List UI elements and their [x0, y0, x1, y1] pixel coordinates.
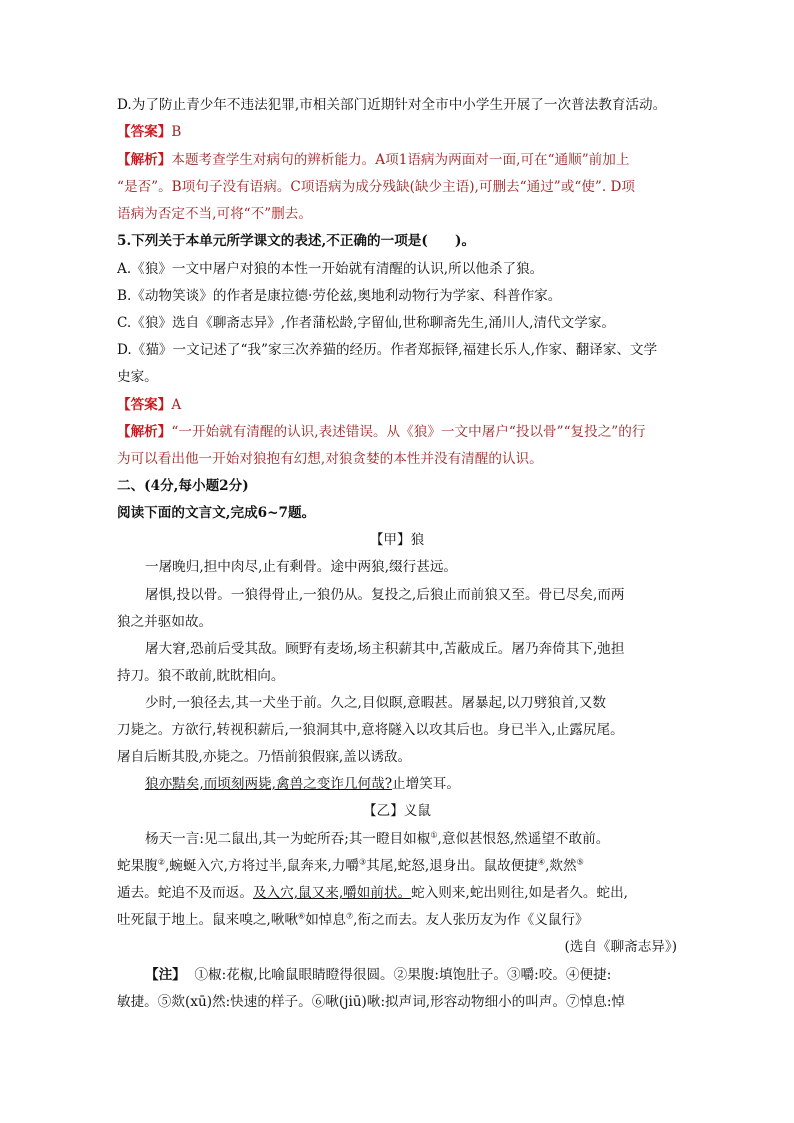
answer-value: A	[171, 397, 182, 413]
text: 遁去。蛇追不及而返。	[117, 885, 253, 901]
footnote-marker: ①	[430, 830, 438, 840]
answer-tag: 【答案】	[117, 124, 172, 140]
passage-yi-title: 【乙】义鼠	[363, 803, 431, 819]
q5-option-b: B.《动物笑谈》的作者是康拉德·劳伦兹,奥地利动物行为学家、科普作家。	[117, 288, 562, 304]
passage-jia-paragraph-5	[145, 774, 460, 794]
footnote-marker: ③	[358, 857, 367, 867]
passage-yi-line-3	[117, 883, 628, 903]
text: ,衔之而去。友人张历友为作《义鼠行》	[353, 912, 589, 928]
footnote-marker: ⑥	[298, 911, 306, 921]
passage-jia-paragraph-2-line-2: 狼之并驱如故。	[117, 614, 213, 630]
footnote-marker: ⑦	[346, 911, 354, 921]
footnote-marker: ⑤	[576, 857, 584, 867]
q5-option-c: C.《狼》选自《聊斋志异》,作者蒲松龄,字留仙,世称聊斋先生,涌川人,清代文学家。	[117, 315, 616, 331]
footnote-marker: ④	[537, 857, 546, 867]
text: ,欻然	[545, 858, 577, 874]
q5-analysis-line-2: 为可以看出他一开始对狼抱有幻想,对狼贪婪的本性并没有清醒的认识。	[117, 451, 543, 467]
q4-analysis-line-3: 语病为否定不当,可将“不”删去。	[117, 206, 312, 222]
passage-yi-line-4	[117, 910, 589, 930]
answer-value: B	[171, 124, 182, 140]
text: 蛇入则来,蛇出则往,如是者久。蛇出,	[411, 885, 628, 901]
underlined-sentence: 及入穴,鼠又来,嚼如前状。	[252, 885, 412, 901]
passage-yi-line-2	[117, 856, 584, 876]
passage-yi-line-1	[145, 829, 609, 849]
underlined-sentence: 狼亦黠矣,而顷刻两毙,禽兽之变诈几何哉?	[145, 776, 393, 792]
q5-option-d-line-1: D.《猫》一文记述了“我”家三次养猫的经历。作者郑振铎,福建长乐人,作家、翻译家、文学	[117, 342, 658, 358]
analysis-tag: 【解析】	[117, 424, 172, 440]
q4-analysis-line-1	[117, 150, 629, 170]
text: 其尾,蛇怒,退身出。鼠故便捷	[366, 858, 538, 874]
q4-analysis-line-2: “是否”。B项句子没有语病。C项语病为成分残缺(缺少主语),可删去“通过”或“使”. D项	[117, 179, 635, 195]
section-2-instruction: 阅读下面的文言文,完成6~7题。	[117, 505, 316, 521]
passage-jia-paragraph-3-line-1: 屠大窘,恐前后受其敌。顾野有麦场,场主积薪其中,苫蔽成丘。屠乃奔倚其下,弛担	[145, 641, 625, 657]
answer-tag: 【答案】	[117, 397, 172, 413]
analysis-text: 本题考查学生对病句的辨析能力。A项1语病为两面对一面,可在“通顺”前加上	[171, 152, 630, 168]
analysis-text: “一开始就有清醒的认识,表述错误。从《狼》一文中屠户“投以骨”“复投之”的行	[171, 424, 646, 440]
text: 吐死鼠于地上。鼠来嗅之,啾啾	[117, 912, 299, 928]
passage-jia-title: 【甲】狼	[369, 532, 425, 548]
q4-option-d: D.为了防止青少年不违法犯罪,市相关部门近期针对全市中小学生开展了一次普法教育活动。	[117, 97, 667, 113]
q5-option-a: A.《狼》一文中屠户对狼的本性一开始就有清醒的认识,所以他杀了狼。	[117, 261, 544, 277]
sentence-tail: 止增笑耳。	[392, 776, 460, 792]
q5-analysis-line-1	[117, 422, 645, 442]
text: 如悼息	[305, 912, 346, 928]
text: ,意似甚恨怒,然遥望不敢前。	[437, 831, 610, 847]
text: ,蜿蜒入穴,方将过半,鼠奔来,力嚼	[164, 858, 359, 874]
passage-jia-paragraph-4-line-1: 少时,一狼径去,其一犬坐于前。久之,目似瞑,意暇甚。屠暴起,以刀劈狼首,又数	[145, 695, 606, 711]
text: 蛇果腹	[117, 858, 158, 874]
notes-text: ①椒:花椒,比喻鼠眼睛瞪得很圆。②果腹:填饱肚子。③嚼:咬。④便捷:	[194, 967, 612, 983]
text: 杨天一言:见二鼠出,其一为蛇所吞;其一瞪目如椒	[145, 831, 431, 847]
passage-jia-paragraph-2-line-1: 屠惧,投以骨。一狼得骨止,一狼仍从。复投之,后狼止而前狼又至。骨已尽矣,而两	[145, 587, 625, 603]
passage-jia-paragraph-4-line-2: 刀毙之。方欲行,转视积薪后,一狼洞其中,意将隧入以攻其后也。身已半入,止露尻尾。	[117, 722, 624, 738]
passage-jia-paragraph-1: 一屠晚归,担中肉尽,止有剩骨。途中两狼,缀行甚远。	[145, 559, 458, 575]
q5-stem: 5.下列关于本单元所学课文的表述,不正确的一项是( )。	[117, 233, 476, 249]
footnote-marker: ②	[157, 857, 165, 867]
passage-jia-paragraph-4-line-3: 屠自后断其股,亦毙之。乃悟前狼假寐,盖以诱敌。	[117, 749, 412, 765]
q5-option-d-line-2: 史家。	[117, 369, 158, 385]
q4-answer	[117, 122, 181, 142]
analysis-tag: 【解析】	[117, 152, 172, 168]
notes-line-2: 敏捷。⑤欻(xū)然:快速的样子。⑥啾(jiū)啾:拟声词,形容动物细小的叫声。⑦悼息:悼	[117, 994, 626, 1010]
section-2-heading: 二、(4分,每小题2分)	[117, 478, 249, 494]
q5-answer	[117, 395, 181, 415]
passage-yi-source: (选自《聊斋志异》)	[564, 939, 677, 955]
notes-tag: 【注】	[145, 967, 186, 983]
passage-jia-paragraph-3-line-2: 持刀。狼不敢前,眈眈相向。	[117, 668, 285, 684]
notes-line-1	[145, 965, 611, 985]
